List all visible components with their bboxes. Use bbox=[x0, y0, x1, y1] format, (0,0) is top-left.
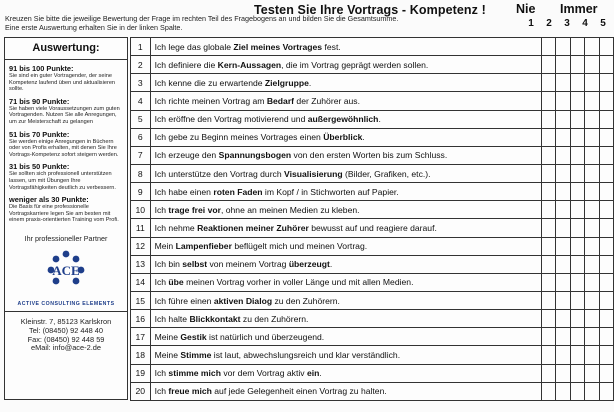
rating-checkbox-2[interactable] bbox=[556, 146, 570, 164]
question-number: 12 bbox=[131, 237, 151, 255]
rating-checkbox-1[interactable] bbox=[542, 219, 556, 237]
rating-checkbox-1[interactable] bbox=[542, 74, 556, 92]
rating-checkbox-4[interactable] bbox=[585, 364, 599, 382]
rating-checkbox-4[interactable] bbox=[585, 92, 599, 110]
rating-checkbox-1[interactable] bbox=[542, 146, 556, 164]
rating-checkbox-5[interactable] bbox=[599, 382, 613, 400]
tier-range: weniger als 30 Punkte: bbox=[9, 195, 89, 205]
rating-checkbox-5[interactable] bbox=[599, 38, 613, 56]
rating-checkbox-5[interactable] bbox=[599, 74, 613, 92]
rating-checkbox-1[interactable] bbox=[542, 128, 556, 146]
question-row bbox=[131, 110, 614, 128]
question-row bbox=[131, 364, 614, 382]
rating-checkbox-4[interactable] bbox=[585, 110, 599, 128]
rating-checkbox-2[interactable] bbox=[556, 219, 570, 237]
rating-checkbox-4[interactable] bbox=[585, 328, 599, 346]
rating-checkbox-4[interactable] bbox=[585, 164, 599, 182]
rating-checkbox-2[interactable] bbox=[556, 291, 570, 309]
rating-checkbox-4[interactable] bbox=[585, 128, 599, 146]
rating-checkbox-3[interactable] bbox=[570, 255, 584, 273]
question-row bbox=[131, 382, 614, 400]
question-row bbox=[131, 237, 614, 255]
page-title: Testen Sie Ihre Vortrags - Kompetenz ! bbox=[254, 3, 486, 17]
rating-checkbox-5[interactable] bbox=[599, 56, 613, 74]
question-row bbox=[131, 128, 614, 146]
question-number: 7 bbox=[131, 146, 151, 164]
rating-checkbox-4[interactable] bbox=[585, 201, 599, 219]
question-row bbox=[131, 291, 614, 309]
rating-checkbox-3[interactable] bbox=[570, 346, 584, 364]
rating-checkbox-2[interactable] bbox=[556, 38, 570, 56]
divider bbox=[5, 311, 127, 312]
tier-range: 91 bis 100 Punkte: bbox=[9, 64, 74, 73]
question-row bbox=[131, 183, 614, 201]
rating-checkbox-2[interactable] bbox=[556, 128, 570, 146]
rating-checkbox-3[interactable] bbox=[570, 328, 584, 346]
rating-checkbox-4[interactable] bbox=[585, 74, 599, 92]
rating-checkbox-4[interactable] bbox=[585, 146, 599, 164]
question-number: 3 bbox=[131, 74, 151, 92]
tier-text: Die Basis für eine professionelle Vortragskarriere legen Sie am besten mit einem praxis-orientierten Training vom Profi. bbox=[9, 204, 119, 224]
rating-checkbox-3[interactable] bbox=[570, 128, 584, 146]
question-text: Ich führe einen aktiven Dialog zu den Zuhörern. bbox=[150, 291, 542, 309]
tier-range: 71 bis 90 Punkte: bbox=[9, 96, 70, 106]
question-row bbox=[131, 74, 614, 92]
partner-label: Ihr professioneller Partner bbox=[24, 233, 108, 243]
question-number: 18 bbox=[131, 346, 151, 364]
question-text: Meine Gestik ist natürlich und überzeugend. bbox=[150, 328, 542, 346]
rating-checkbox-2[interactable] bbox=[556, 364, 570, 382]
rating-checkbox-3[interactable] bbox=[570, 92, 584, 110]
question-row bbox=[131, 219, 614, 237]
scale-number-2: 2 bbox=[546, 18, 552, 29]
rating-checkbox-2[interactable] bbox=[556, 255, 570, 273]
question-row bbox=[131, 328, 614, 346]
phone-line: Tel: (08450) 92 448 40 bbox=[29, 325, 103, 335]
rating-checkbox-1[interactable] bbox=[542, 237, 556, 255]
ace-logo-icon bbox=[38, 247, 94, 299]
question-row bbox=[131, 56, 614, 74]
scale-number-3: 3 bbox=[564, 18, 570, 29]
rating-checkbox-5[interactable] bbox=[599, 364, 613, 382]
rating-checkbox-4[interactable] bbox=[585, 291, 599, 309]
question-number: 4 bbox=[131, 92, 151, 110]
tier-text: Sie werden einige Anregungen in Büchern oder von Profis erhalten, mit denen Sie Ihre Vortrags-Kompetenz sofort steigern werden. bbox=[9, 138, 119, 158]
rating-checkbox-1[interactable] bbox=[542, 38, 556, 56]
rating-checkbox-5[interactable] bbox=[599, 92, 613, 110]
rating-checkbox-3[interactable] bbox=[570, 364, 584, 382]
rating-checkbox-1[interactable] bbox=[542, 110, 556, 128]
scale-label-always: Immer bbox=[560, 2, 598, 16]
tier-text: Sie sind ein guter Vortragender, der seine Kompetenz laufend üben und aktualisieren sollte. bbox=[9, 73, 116, 93]
question-text: Ich halte Blickkontakt zu den Zuhörern. bbox=[150, 310, 542, 328]
rating-checkbox-3[interactable] bbox=[570, 74, 584, 92]
rating-checkbox-4[interactable] bbox=[585, 273, 599, 291]
rating-checkbox-1[interactable] bbox=[542, 255, 556, 273]
question-text: Ich richte meinen Vortrag am Bedarf der Zuhörer aus. bbox=[150, 92, 542, 110]
rating-checkbox-5[interactable] bbox=[599, 310, 613, 328]
tier-range: 51 bis 70 Punkte: bbox=[9, 129, 70, 139]
rating-checkbox-2[interactable] bbox=[556, 92, 570, 110]
evaluation-tier bbox=[5, 97, 127, 126]
tier-range: 31 bis 50 Punkte: bbox=[9, 162, 70, 172]
question-text: Ich gebe zu Beginn meines Vortrages einen Überblick. bbox=[150, 128, 542, 146]
rating-checkbox-5[interactable] bbox=[599, 255, 613, 273]
evaluation-tier bbox=[5, 130, 127, 159]
evaluation-tier bbox=[5, 64, 127, 93]
rating-checkbox-3[interactable] bbox=[570, 38, 584, 56]
rating-checkbox-1[interactable] bbox=[542, 201, 556, 219]
question-number: 16 bbox=[131, 310, 151, 328]
rating-checkbox-5[interactable] bbox=[599, 146, 613, 164]
question-number: 1 bbox=[131, 38, 151, 56]
rating-checkbox-3[interactable] bbox=[570, 56, 584, 74]
scale-label-never: Nie bbox=[516, 2, 536, 16]
rating-checkbox-5[interactable] bbox=[599, 128, 613, 146]
question-number: 15 bbox=[131, 291, 151, 309]
rating-checkbox-3[interactable] bbox=[570, 146, 584, 164]
rating-checkbox-5[interactable] bbox=[599, 328, 613, 346]
evaluation-heading: Auswertung: bbox=[5, 38, 127, 60]
rating-checkbox-5[interactable] bbox=[599, 291, 613, 309]
question-number: 19 bbox=[131, 364, 151, 382]
rating-checkbox-4[interactable] bbox=[585, 255, 599, 273]
question-row bbox=[131, 255, 614, 273]
rating-checkbox-3[interactable] bbox=[570, 291, 584, 309]
rating-checkbox-4[interactable] bbox=[585, 38, 599, 56]
question-text: Ich erzeuge den Spannungsbogen von den ersten Worten bis zum Schluss. bbox=[150, 146, 542, 164]
scale-number-5: 5 bbox=[600, 18, 606, 29]
rating-checkbox-2[interactable] bbox=[556, 346, 570, 364]
rating-checkbox-3[interactable] bbox=[570, 110, 584, 128]
rating-checkbox-3[interactable] bbox=[570, 273, 584, 291]
rating-checkbox-1[interactable] bbox=[542, 56, 556, 74]
address-line: Kleinstr. 7, 85123 Karlskron bbox=[20, 316, 112, 326]
tier-text: Sie haben viele Voraussetzungen zum guten Vortragenden. Nutzen Sie alle Anregungen, um zur Meisterschaft zu gelangen bbox=[9, 105, 120, 125]
question-number: 8 bbox=[131, 164, 151, 182]
rating-checkbox-2[interactable] bbox=[556, 382, 570, 400]
question-number: 14 bbox=[131, 273, 151, 291]
rating-checkbox-5[interactable] bbox=[599, 201, 613, 219]
question-text: Ich bin selbst von meinem Vortrag überzeugt. bbox=[150, 255, 542, 273]
evaluation-tier bbox=[5, 162, 127, 191]
question-row bbox=[131, 164, 614, 182]
question-number: 2 bbox=[131, 56, 151, 74]
question-text: Ich eröffne den Vortrag motivierend und außergewöhnlich. bbox=[150, 110, 542, 128]
question-text: Ich freue mich auf jede Gelegenheit einen Vortrag zu halten. bbox=[150, 382, 542, 400]
question-text: Ich unterstütze den Vortrag durch Visualisierung (Bilder, Grafiken, etc.). bbox=[150, 164, 542, 182]
rating-checkbox-4[interactable] bbox=[585, 56, 599, 74]
question-number: 17 bbox=[131, 328, 151, 346]
rating-checkbox-1[interactable] bbox=[542, 183, 556, 201]
rating-checkbox-1[interactable] bbox=[542, 92, 556, 110]
rating-checkbox-5[interactable] bbox=[599, 164, 613, 182]
rating-checkbox-5[interactable] bbox=[599, 273, 613, 291]
rating-checkbox-2[interactable] bbox=[556, 183, 570, 201]
question-text: Ich übe meinen Vortrag vorher in voller Länge und mit allen Medien. bbox=[150, 273, 542, 291]
rating-checkbox-4[interactable] bbox=[585, 183, 599, 201]
instruction-line: Eine erste Auswertung erhalten Sie in der linken Spalte. bbox=[5, 22, 183, 32]
question-row bbox=[131, 38, 614, 56]
rating-checkbox-2[interactable] bbox=[556, 110, 570, 128]
rating-checkbox-1[interactable] bbox=[542, 346, 556, 364]
rating-checkbox-3[interactable] bbox=[570, 219, 584, 237]
rating-checkbox-5[interactable] bbox=[599, 219, 613, 237]
rating-checkbox-1[interactable] bbox=[542, 310, 556, 328]
rating-checkbox-2[interactable] bbox=[556, 164, 570, 182]
brand-name: ACTIVE CONSULTING ELEMENTS bbox=[17, 300, 115, 307]
rating-checkbox-1[interactable] bbox=[542, 382, 556, 400]
rating-checkbox-3[interactable] bbox=[570, 237, 584, 255]
rating-checkbox-3[interactable] bbox=[570, 201, 584, 219]
rating-checkbox-1[interactable] bbox=[542, 291, 556, 309]
instruction-line: Kreuzen Sie bitte die jeweilige Bewertung der Frage im rechten Teil des Fragebogens an und bilden Sie die Gesamtsumme. bbox=[5, 14, 399, 23]
contact-address bbox=[5, 318, 127, 353]
question-number: 10 bbox=[131, 201, 151, 219]
rating-checkbox-3[interactable] bbox=[570, 382, 584, 400]
rating-checkbox-1[interactable] bbox=[542, 364, 556, 382]
rating-checkbox-2[interactable] bbox=[556, 56, 570, 74]
rating-checkbox-3[interactable] bbox=[570, 310, 584, 328]
rating-checkbox-2[interactable] bbox=[556, 201, 570, 219]
questions-table bbox=[130, 37, 614, 401]
question-row bbox=[131, 346, 614, 364]
question-number: 11 bbox=[131, 219, 151, 237]
rating-checkbox-3[interactable] bbox=[570, 164, 584, 182]
scale-number-1: 1 bbox=[528, 18, 534, 29]
question-number: 13 bbox=[131, 255, 151, 273]
question-number: 6 bbox=[131, 128, 151, 146]
question-number: 20 bbox=[131, 382, 151, 400]
evaluation-panel bbox=[4, 37, 128, 400]
rating-checkbox-3[interactable] bbox=[570, 183, 584, 201]
question-text: Ich kenne die zu erwartende Zielgruppe. bbox=[150, 74, 542, 92]
question-text: Ich nehme Reaktionen meiner Zuhörer bewusst auf und reagiere darauf. bbox=[150, 219, 542, 237]
question-number: 5 bbox=[131, 110, 151, 128]
rating-checkbox-4[interactable] bbox=[585, 219, 599, 237]
rating-checkbox-2[interactable] bbox=[556, 74, 570, 92]
question-row bbox=[131, 201, 614, 219]
rating-checkbox-5[interactable] bbox=[599, 110, 613, 128]
rating-checkbox-1[interactable] bbox=[542, 164, 556, 182]
question-text: Ich trage frei vor, ohne an meinen Medien zu kleben. bbox=[150, 201, 542, 219]
question-row bbox=[131, 92, 614, 110]
rating-checkbox-1[interactable] bbox=[542, 273, 556, 291]
evaluation-tier bbox=[5, 195, 127, 224]
question-text: Ich habe einen roten Faden im Kopf / in Stichworten auf Papier. bbox=[150, 183, 542, 201]
question-row bbox=[131, 146, 614, 164]
rating-checkbox-4[interactable] bbox=[585, 346, 599, 364]
question-row bbox=[131, 273, 614, 291]
rating-checkbox-2[interactable] bbox=[556, 328, 570, 346]
fax-line: Fax: (08450) 92 448 59 bbox=[27, 334, 105, 344]
rating-checkbox-4[interactable] bbox=[585, 237, 599, 255]
rating-checkbox-5[interactable] bbox=[599, 183, 613, 201]
question-row bbox=[131, 310, 614, 328]
rating-checkbox-5[interactable] bbox=[599, 346, 613, 364]
question-text: Ich lege das globale Ziel meines Vortrages fest. bbox=[150, 38, 542, 56]
email-line: eMail: info@ace-2.de bbox=[31, 343, 101, 353]
question-number: 9 bbox=[131, 183, 151, 201]
rating-checkbox-1[interactable] bbox=[542, 328, 556, 346]
question-text: Mein Lampenfieber beflügelt mich und meinen Vortrag. bbox=[150, 237, 542, 255]
question-text: Ich definiere die Kern-Aussagen, die im Vortrag geprägt werden sollen. bbox=[150, 56, 542, 74]
question-text: Meine Stimme ist laut, abwechslungsreich und klar verständlich. bbox=[150, 346, 542, 364]
instructions bbox=[5, 15, 515, 32]
rating-checkbox-2[interactable] bbox=[556, 273, 570, 291]
rating-checkbox-4[interactable] bbox=[585, 310, 599, 328]
rating-checkbox-5[interactable] bbox=[599, 237, 613, 255]
tier-text: Sie sollten sich professionell unterstützen lassen, um mit Übungen Ihre Vortragsfähigkeiten deutlich zu verbessern. bbox=[9, 171, 116, 191]
scale-number-4: 4 bbox=[582, 18, 588, 29]
rating-checkbox-2[interactable] bbox=[556, 310, 570, 328]
rating-checkbox-4[interactable] bbox=[585, 382, 599, 400]
rating-checkbox-2[interactable] bbox=[556, 237, 570, 255]
logo-wordmark: ACE bbox=[52, 262, 80, 278]
question-text: Ich stimme mich vor dem Vortrag aktiv ein. bbox=[150, 364, 542, 382]
